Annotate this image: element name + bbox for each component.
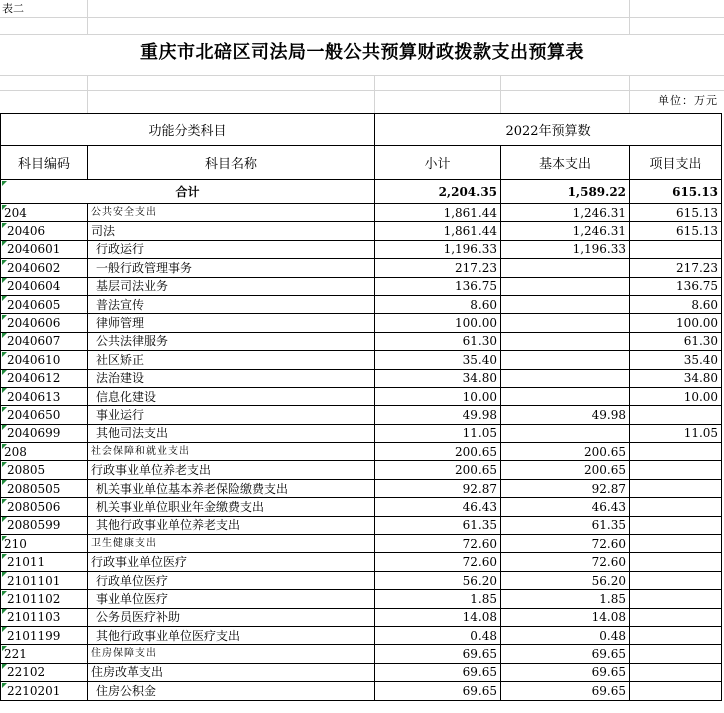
row-subtotal: 34.80: [375, 369, 501, 387]
row-subtotal: 35.40: [375, 351, 501, 369]
gridline: [87, 75, 88, 113]
row-basic: [501, 314, 630, 332]
table-row: [1, 535, 722, 553]
row-project: 615.13: [630, 222, 722, 240]
row-code: 2040606: [1, 314, 88, 332]
row-project: [630, 626, 722, 644]
row-project: [630, 608, 722, 626]
cell-marker-icon: [2, 333, 7, 338]
cell-marker-icon: [2, 499, 7, 504]
row-subtotal: 136.75: [375, 277, 501, 295]
header-row-2: [1, 146, 722, 180]
row-subtotal: 200.65: [375, 461, 501, 479]
table-row: [1, 571, 722, 589]
row-name: 住房保障支出: [88, 645, 375, 663]
table-row: [1, 461, 722, 479]
gridline: [0, 34, 724, 35]
cell-marker-icon: [2, 536, 7, 541]
row-name: 其他司法支出: [88, 424, 375, 442]
row-project: [630, 479, 722, 497]
row-code: 2040607: [1, 332, 88, 350]
row-subtotal: 69.65: [375, 645, 501, 663]
row-subtotal: 69.65: [375, 682, 501, 700]
cell-marker-icon: [2, 352, 7, 357]
row-subtotal: 1.85: [375, 590, 501, 608]
row-subtotal: 14.08: [375, 608, 501, 626]
row-name: 事业单位医疗: [88, 590, 375, 608]
row-name: 行政单位医疗: [88, 571, 375, 589]
total-project: 615.13: [630, 180, 722, 204]
row-name: 普法宣传: [88, 295, 375, 313]
row-basic: 1.85: [501, 590, 630, 608]
row-basic: 200.65: [501, 443, 630, 461]
row-project: [630, 553, 722, 571]
cell-marker-icon: [2, 296, 7, 301]
table-row: [1, 406, 722, 424]
cell-marker-icon: [2, 627, 7, 632]
header-basic: 基本支出: [501, 146, 630, 180]
row-basic: 0.48: [501, 626, 630, 644]
row-project: [630, 406, 722, 424]
row-name: 机关事业单位基本养老保险缴费支出: [88, 479, 375, 497]
row-subtotal: 49.98: [375, 406, 501, 424]
gridline: [0, 75, 724, 76]
row-basic: [501, 277, 630, 295]
row-subtotal: 8.60: [375, 295, 501, 313]
row-name: 公务员医疗补助: [88, 608, 375, 626]
header-year-budget: 2022年预算数: [375, 114, 722, 146]
table-row: [1, 682, 722, 700]
cell-marker-icon: [2, 664, 7, 669]
cell-marker-icon: [2, 480, 7, 485]
row-code: 2101103: [1, 608, 88, 626]
row-basic: 69.65: [501, 682, 630, 700]
row-name: 住房公积金: [88, 682, 375, 700]
row-name: 机关事业单位职业年金缴费支出: [88, 498, 375, 516]
row-code: 2040601: [1, 240, 88, 258]
header-name: 科目名称: [88, 146, 375, 180]
row-basic: [501, 369, 630, 387]
cell-marker-icon: [2, 315, 7, 320]
row-basic: 49.98: [501, 406, 630, 424]
row-basic: 46.43: [501, 498, 630, 516]
row-name: 社会保障和就业支出: [88, 443, 375, 461]
row-project: [630, 443, 722, 461]
row-code: 2040605: [1, 295, 88, 313]
row-name: 公共法律服务: [88, 332, 375, 350]
row-basic: [501, 259, 630, 277]
row-code: 2040602: [1, 259, 88, 277]
table-row: [1, 590, 722, 608]
cell-marker-icon: [2, 205, 7, 210]
row-basic: 56.20: [501, 571, 630, 589]
row-code: 22102: [1, 663, 88, 681]
table-row: [1, 332, 722, 350]
row-basic: [501, 387, 630, 405]
row-project: [630, 516, 722, 534]
row-name: 社区矫正: [88, 351, 375, 369]
row-name: 其他行政事业单位养老支出: [88, 516, 375, 534]
cell-marker-icon: [2, 609, 7, 614]
row-code: 2080599: [1, 516, 88, 534]
table-row: [1, 608, 722, 626]
row-code: 2040604: [1, 277, 88, 295]
cell-marker-icon: [2, 517, 7, 522]
cell-marker-icon: [2, 181, 7, 186]
row-project: [630, 645, 722, 663]
row-basic: 1,196.33: [501, 240, 630, 258]
unit-label: 单位：万元: [658, 94, 718, 107]
row-basic: [501, 295, 630, 313]
row-basic: [501, 332, 630, 350]
header-row-1: [1, 114, 722, 146]
budget-table: [0, 113, 722, 701]
table-row: [1, 387, 722, 405]
row-project: [630, 571, 722, 589]
row-subtotal: 217.23: [375, 259, 501, 277]
row-basic: 92.87: [501, 479, 630, 497]
cell-marker-icon: [2, 591, 7, 596]
cell-marker-icon: [2, 370, 7, 375]
row-project: 217.23: [630, 259, 722, 277]
row-project: [630, 535, 722, 553]
table-row: [1, 222, 722, 240]
row-subtotal: 200.65: [375, 443, 501, 461]
total-row: [1, 180, 722, 204]
row-name: 信息化建设: [88, 387, 375, 405]
row-name: 行政事业单位医疗: [88, 553, 375, 571]
table-row: [1, 479, 722, 497]
gridline: [629, 0, 630, 34]
row-code: 204: [1, 204, 88, 222]
row-code: 221: [1, 645, 88, 663]
row-project: 615.13: [630, 204, 722, 222]
row-code: 2040612: [1, 369, 88, 387]
row-basic: 1,246.31: [501, 222, 630, 240]
row-name: 住房改革支出: [88, 663, 375, 681]
row-subtotal: 1,861.44: [375, 222, 501, 240]
row-basic: 69.65: [501, 663, 630, 681]
row-project: 11.05: [630, 424, 722, 442]
row-subtotal: 0.48: [375, 626, 501, 644]
total-subtotal: 2,204.35: [375, 180, 501, 204]
page-title: 重庆市北碚区司法局一般公共预算财政拨款支出预算表: [140, 42, 584, 63]
header-project: 项目支出: [630, 146, 722, 180]
total-label: 合计: [1, 180, 375, 204]
row-name: 公共安全支出: [88, 204, 375, 222]
row-subtotal: 1,196.33: [375, 240, 501, 258]
row-name: 法治建设: [88, 369, 375, 387]
row-basic: [501, 351, 630, 369]
row-name: 事业运行: [88, 406, 375, 424]
row-basic: 72.60: [501, 553, 630, 571]
row-code: 2101199: [1, 626, 88, 644]
row-project: 8.60: [630, 295, 722, 313]
table-row: [1, 498, 722, 516]
cell-marker-icon: [2, 260, 7, 265]
cell-marker-icon: [2, 388, 7, 393]
row-subtotal: 72.60: [375, 553, 501, 571]
row-project: [630, 498, 722, 516]
row-name: 基层司法业务: [88, 277, 375, 295]
row-code: 2210201: [1, 682, 88, 700]
table-row: [1, 369, 722, 387]
cell-marker-icon: [2, 407, 7, 412]
cell-marker-icon: [2, 444, 7, 449]
row-name: 一般行政管理事务: [88, 259, 375, 277]
table-row: [1, 663, 722, 681]
table-row: [1, 240, 722, 258]
row-code: 2040610: [1, 351, 88, 369]
row-subtotal: 92.87: [375, 479, 501, 497]
gridline: [0, 17, 724, 18]
header-functional-category: 功能分类科目: [1, 114, 375, 146]
cell-marker-icon: [2, 462, 7, 467]
row-project: 34.80: [630, 369, 722, 387]
row-code: 2040613: [1, 387, 88, 405]
table-row: [1, 626, 722, 644]
cell-marker-icon: [2, 646, 7, 651]
row-subtotal: 61.30: [375, 332, 501, 350]
row-basic: 61.35: [501, 516, 630, 534]
header-subtotal: 小计: [375, 146, 501, 180]
row-name: 其他行政事业单位医疗支出: [88, 626, 375, 644]
row-subtotal: 69.65: [375, 663, 501, 681]
row-project: 10.00: [630, 387, 722, 405]
row-project: [630, 682, 722, 700]
row-subtotal: 10.00: [375, 387, 501, 405]
row-subtotal: 11.05: [375, 424, 501, 442]
row-code: 210: [1, 535, 88, 553]
row-name: 行政运行: [88, 240, 375, 258]
table-row: [1, 259, 722, 277]
row-code: 2080505: [1, 479, 88, 497]
sheet-label: 表二: [2, 2, 24, 15]
row-code: 2101102: [1, 590, 88, 608]
table-row: [1, 516, 722, 534]
row-name: 司法: [88, 222, 375, 240]
row-basic: 200.65: [501, 461, 630, 479]
row-code: 2040699: [1, 424, 88, 442]
row-project: [630, 590, 722, 608]
row-code: 2080506: [1, 498, 88, 516]
row-basic: 14.08: [501, 608, 630, 626]
header-code: 科目编码: [1, 146, 88, 180]
row-project: 61.30: [630, 332, 722, 350]
row-project: [630, 663, 722, 681]
total-basic: 1,589.22: [501, 180, 630, 204]
gridline: [0, 90, 724, 91]
row-name: 卫生健康支出: [88, 535, 375, 553]
row-code: 21011: [1, 553, 88, 571]
table-row: [1, 424, 722, 442]
row-subtotal: 100.00: [375, 314, 501, 332]
row-basic: [501, 424, 630, 442]
table-row: [1, 553, 722, 571]
table-row: [1, 277, 722, 295]
row-code: 2040650: [1, 406, 88, 424]
row-subtotal: 1,861.44: [375, 204, 501, 222]
cell-marker-icon: [2, 425, 7, 430]
gridline: [87, 0, 88, 34]
row-subtotal: 46.43: [375, 498, 501, 516]
gridline: [374, 75, 375, 113]
row-project: [630, 240, 722, 258]
table-row: [1, 314, 722, 332]
row-name: 行政事业单位养老支出: [88, 461, 375, 479]
gridline: [500, 75, 501, 113]
row-basic: 69.65: [501, 645, 630, 663]
cell-marker-icon: [2, 278, 7, 283]
table-row: [1, 295, 722, 313]
row-code: 2101101: [1, 571, 88, 589]
row-subtotal: 61.35: [375, 516, 501, 534]
row-project: 35.40: [630, 351, 722, 369]
cell-marker-icon: [2, 572, 7, 577]
row-project: [630, 461, 722, 479]
cell-marker-icon: [2, 223, 7, 228]
row-code: 20406: [1, 222, 88, 240]
table-row: [1, 204, 722, 222]
table-row: [1, 443, 722, 461]
row-code: 208: [1, 443, 88, 461]
row-project: 100.00: [630, 314, 722, 332]
table-row: [1, 351, 722, 369]
row-basic: 1,246.31: [501, 204, 630, 222]
row-name: 律师管理: [88, 314, 375, 332]
table-row: [1, 645, 722, 663]
row-subtotal: 72.60: [375, 535, 501, 553]
cell-marker-icon: [2, 554, 7, 559]
gridline: [629, 75, 630, 113]
row-project: 136.75: [630, 277, 722, 295]
cell-marker-icon: [2, 683, 7, 688]
row-code: 20805: [1, 461, 88, 479]
row-subtotal: 56.20: [375, 571, 501, 589]
row-basic: 72.60: [501, 535, 630, 553]
cell-marker-icon: [2, 241, 7, 246]
